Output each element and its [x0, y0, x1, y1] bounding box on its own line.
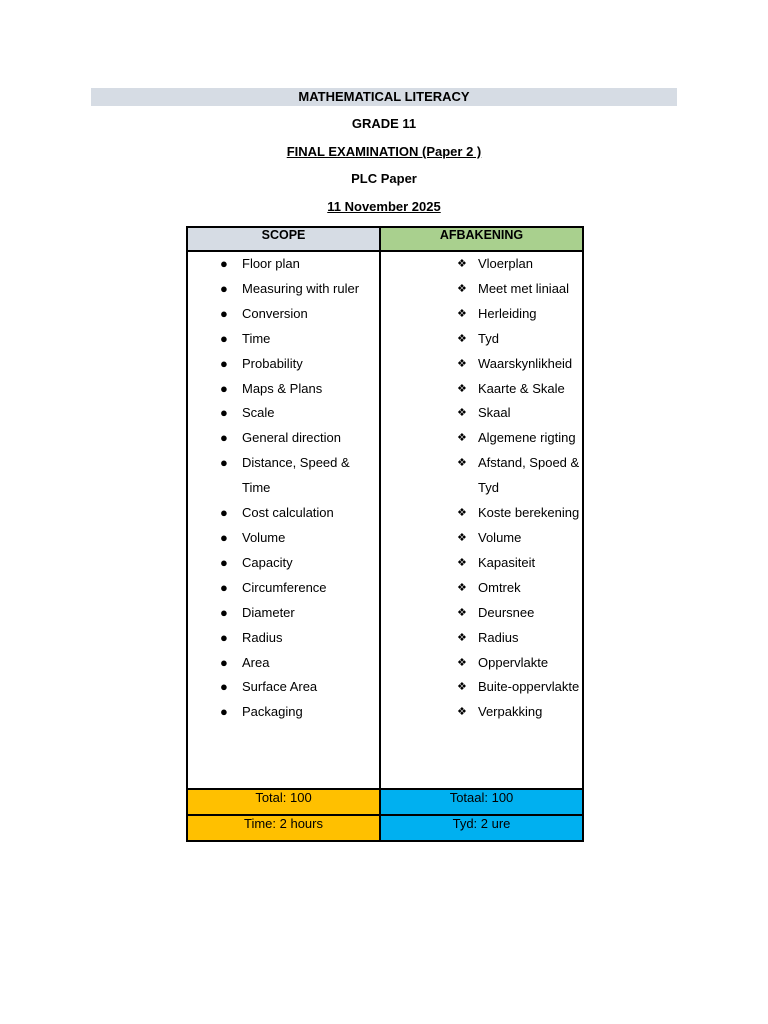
list-item-text: Omtrek: [478, 579, 521, 595]
diamond-bullet-icon: ❖: [457, 357, 467, 370]
list-item-text: Algemene rigting: [478, 430, 576, 446]
list-item-text: Conversion: [242, 305, 308, 321]
scope-list: [188, 252, 379, 725]
bullet-icon: ●: [220, 305, 228, 321]
list-item: [381, 576, 582, 601]
diamond-bullet-icon: ❖: [457, 407, 467, 420]
list-item: [381, 277, 582, 302]
bullet-icon: ●: [220, 704, 228, 720]
diamond-bullet-icon: ❖: [457, 606, 467, 619]
list-item: [188, 377, 379, 402]
scope-heading: SCOPE: [187, 227, 380, 251]
list-item-text: Radius: [478, 629, 519, 645]
list-item-text: Koste berekening: [478, 505, 580, 521]
bullet-icon: ●: [220, 654, 228, 670]
list-item-text: Surface Area: [242, 679, 318, 695]
exam-title: FINAL EXAMINATION (Paper 2 ): [286, 144, 482, 159]
bullet-icon: ●: [220, 679, 228, 695]
list-item: [188, 401, 379, 426]
list-item: [188, 277, 379, 302]
bullet-icon: ●: [220, 629, 228, 645]
diamond-bullet-icon: ❖: [457, 258, 467, 270]
bullet-icon: ●: [220, 604, 228, 620]
list-item: [381, 302, 582, 327]
list-item-text: Distance, Speed & Time: [242, 455, 350, 496]
diamond-bullet-icon: ❖: [457, 457, 467, 470]
list-item-text: Packaging: [242, 704, 303, 720]
list-item-text: Tyd: [478, 330, 499, 346]
afbakening-cell: [380, 251, 583, 789]
time-af: Tyd: 2 ure: [380, 815, 583, 841]
bullet-icon: ●: [220, 256, 228, 271]
date-title-wrap: [91, 198, 677, 216]
diamond-bullet-icon: ❖: [457, 556, 467, 569]
list-item-text: Scale: [242, 405, 275, 421]
list-item-text: Verpakking: [478, 704, 543, 720]
diamond-bullet-icon: ❖: [457, 307, 467, 320]
list-item-text: Meet met liniaal: [478, 280, 570, 296]
list-item: [381, 327, 582, 352]
list-item-text: Probability: [242, 355, 303, 371]
list-item: [381, 700, 582, 725]
subject-title: MATHEMATICAL LITERACY: [298, 89, 470, 104]
list-item: [381, 451, 582, 501]
diamond-bullet-icon: ❖: [457, 382, 467, 395]
list-item: [188, 302, 379, 327]
bullet-icon: ●: [220, 405, 228, 421]
diamond-bullet-icon: ❖: [457, 631, 467, 644]
list-item-text: Radius: [242, 629, 283, 645]
list-item-text: General direction: [242, 430, 341, 446]
list-item-text: Herleiding: [478, 305, 537, 321]
list-item: [381, 551, 582, 576]
diamond-bullet-icon: ❖: [457, 706, 467, 719]
list-item-text: Skaal: [478, 405, 511, 421]
list-item-text: Diameter: [242, 604, 295, 620]
list-item: [188, 700, 379, 725]
list-item-text: Circumference: [242, 579, 327, 595]
list-item-text: Afstand, Spoed & Tyd: [478, 455, 580, 496]
scope-cell: [187, 251, 380, 789]
list-item: [381, 651, 582, 676]
list-item-text: Area: [242, 654, 270, 670]
list-item-text: Capacity: [242, 554, 293, 570]
list-item: [188, 626, 379, 651]
diamond-bullet-icon: ❖: [457, 332, 467, 345]
bullet-icon: ●: [220, 505, 228, 521]
list-item: [188, 252, 379, 277]
list-item: [188, 501, 379, 526]
list-item: [188, 352, 379, 377]
exam-title-wrap: [91, 143, 677, 161]
list-item: [188, 576, 379, 601]
list-item: [188, 451, 379, 501]
list-item-text: Deursnee: [478, 604, 535, 620]
list-item-text: Cost calculation: [242, 505, 334, 521]
list-item: [381, 675, 582, 700]
paper-title: PLC Paper: [351, 171, 417, 186]
list-item-text: Kapasiteit: [478, 554, 536, 570]
diamond-bullet-icon: ❖: [457, 681, 467, 694]
list-item-text: Volume: [242, 529, 286, 545]
list-item: [381, 501, 582, 526]
list-item: [381, 526, 582, 551]
bullet-icon: ●: [220, 529, 228, 545]
bullet-icon: ●: [220, 455, 228, 471]
list-item: [188, 551, 379, 576]
list-item-text: Measuring with ruler: [242, 280, 360, 296]
total-en: Total: 100: [187, 789, 380, 815]
list-item: [381, 626, 582, 651]
list-item-text: Maps & Plans: [242, 380, 323, 396]
list-item: [188, 426, 379, 451]
bullet-icon: ●: [220, 355, 228, 371]
list-item-text: Waarskynlikheid: [478, 355, 573, 371]
diamond-bullet-icon: ❖: [457, 581, 467, 594]
bullet-icon: ●: [220, 430, 228, 446]
list-item-text: Vloerplan: [478, 256, 533, 271]
list-item-text: Oppervlakte: [478, 654, 549, 670]
bullet-icon: ●: [220, 554, 228, 570]
list-item: [381, 426, 582, 451]
list-item-text: Time: [242, 330, 271, 346]
afbakening-heading: AFBAKENING: [380, 227, 583, 251]
diamond-bullet-icon: ❖: [457, 282, 467, 295]
list-item: [188, 675, 379, 700]
diamond-bullet-icon: ❖: [457, 531, 467, 544]
bullet-icon: ●: [220, 380, 228, 396]
list-item: [381, 601, 582, 626]
grade-title: GRADE 11: [351, 116, 417, 131]
list-item: [188, 651, 379, 676]
list-item-text: Kaarte & Skale: [478, 380, 565, 396]
bullet-icon: ●: [220, 280, 228, 296]
list-item-text: Buite-oppervlakte: [478, 679, 580, 695]
list-item-text: Volume: [478, 529, 522, 545]
total-af: Totaal: 100: [380, 789, 583, 815]
list-item: [381, 401, 582, 426]
exam-date: 11 November 2025: [327, 199, 441, 214]
bullet-icon: ●: [220, 579, 228, 595]
list-item: [188, 526, 379, 551]
list-item: [188, 327, 379, 352]
diamond-bullet-icon: ❖: [457, 656, 467, 669]
time-en: Time: 2 hours: [187, 815, 380, 841]
list-item: [381, 352, 582, 377]
list-item: [381, 377, 582, 402]
bullet-icon: ●: [220, 330, 228, 346]
list-item: [381, 252, 582, 277]
list-item-text: Floor plan: [242, 256, 300, 271]
diamond-bullet-icon: ❖: [457, 432, 467, 445]
diamond-bullet-icon: ❖: [457, 507, 467, 520]
afbakening-list: [381, 252, 582, 725]
list-item: [188, 601, 379, 626]
scope-table: [186, 226, 584, 842]
